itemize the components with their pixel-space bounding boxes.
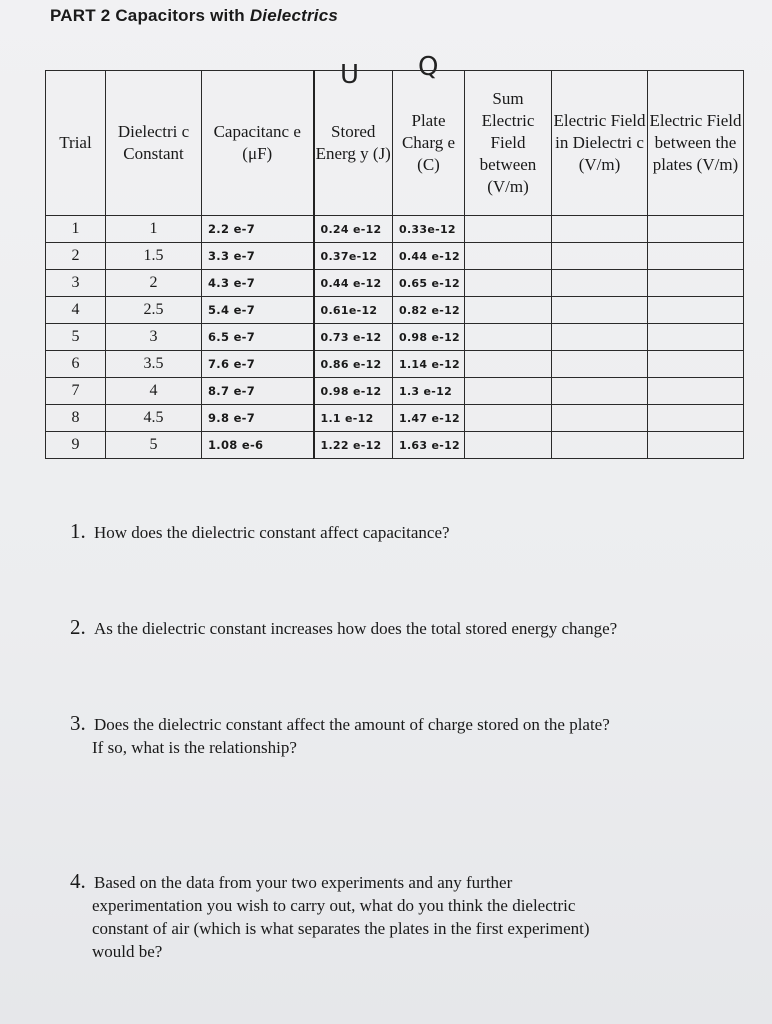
cell-dielectric-constant: 4.5 bbox=[106, 405, 202, 432]
cell-stored-energy: 1.22 e-12 bbox=[314, 432, 393, 459]
cell-dielectric-constant: 5 bbox=[106, 432, 202, 459]
cell-dielectric-constant: 1.5 bbox=[106, 243, 202, 270]
cell-capacitance: 1.08 e-6 bbox=[202, 432, 314, 459]
cell-electric-field-plates bbox=[648, 297, 744, 324]
cell-capacitance: 3.3 e-7 bbox=[202, 243, 314, 270]
cell-dielectric-constant: 2.5 bbox=[106, 297, 202, 324]
question-4 bbox=[70, 870, 590, 963]
question-text: How does the dielectric constant affect capacitance? bbox=[94, 523, 450, 542]
header-electric-field-plates: Electric Field between the plates (V/m) bbox=[648, 71, 744, 216]
table-row bbox=[46, 405, 744, 432]
header-capacitance: Capacitanc e (μF) bbox=[202, 71, 314, 216]
cell-capacitance: 8.7 e-7 bbox=[202, 378, 314, 405]
cell-capacitance: 5.4 e-7 bbox=[202, 297, 314, 324]
header-trial: Trial bbox=[46, 71, 106, 216]
cell-capacitance: 4.3 e-7 bbox=[202, 270, 314, 297]
cell-sum-electric-field bbox=[465, 216, 552, 243]
cell-electric-field-dielectric bbox=[552, 297, 648, 324]
cell-plate-charge: 1.63 e-12 bbox=[393, 432, 465, 459]
cell-sum-electric-field bbox=[465, 297, 552, 324]
cell-electric-field-plates bbox=[648, 351, 744, 378]
question-number: 3. bbox=[70, 711, 86, 735]
cell-stored-energy: 0.86 e-12 bbox=[314, 351, 393, 378]
cell-stored-energy: 1.1 e-12 bbox=[314, 405, 393, 432]
table-row bbox=[46, 297, 744, 324]
question-text-cont: constant of air (which is what separates the plates in the first experiment) bbox=[92, 919, 590, 938]
cell-trial: 7 bbox=[46, 378, 106, 405]
cell-dielectric-constant: 1 bbox=[106, 216, 202, 243]
question-number: 2. bbox=[70, 615, 86, 639]
cell-dielectric-constant: 2 bbox=[106, 270, 202, 297]
cell-trial: 1 bbox=[46, 216, 106, 243]
cell-plate-charge: 1.3 e-12 bbox=[393, 378, 465, 405]
question-3 bbox=[70, 712, 610, 759]
cell-electric-field-plates bbox=[648, 378, 744, 405]
cell-dielectric-constant: 4 bbox=[106, 378, 202, 405]
cell-electric-field-dielectric bbox=[552, 324, 648, 351]
table-row bbox=[46, 270, 744, 297]
cell-capacitance: 9.8 e-7 bbox=[202, 405, 314, 432]
page-title bbox=[50, 6, 338, 26]
header-stored-energy: Stored Energ y (J) bbox=[314, 71, 393, 216]
cell-electric-field-dielectric bbox=[552, 378, 648, 405]
cell-stored-energy: 0.44 e-12 bbox=[314, 270, 393, 297]
data-table bbox=[45, 70, 744, 459]
cell-sum-electric-field bbox=[465, 324, 552, 351]
cell-electric-field-dielectric bbox=[552, 351, 648, 378]
cell-electric-field-plates bbox=[648, 216, 744, 243]
header-plate-charge: Plate Charg e (C) bbox=[393, 71, 465, 216]
header-dielectric-constant: Dielectri c Constant bbox=[106, 71, 202, 216]
cell-trial: 8 bbox=[46, 405, 106, 432]
cell-electric-field-plates bbox=[648, 324, 744, 351]
cell-sum-electric-field bbox=[465, 243, 552, 270]
question-text: As the dielectric constant increases how does the total stored energy change? bbox=[94, 619, 618, 638]
cell-capacitance: 6.5 e-7 bbox=[202, 324, 314, 351]
cell-plate-charge: 0.33e-12 bbox=[393, 216, 465, 243]
header-sum-electric-field: Sum Electric Field between (V/m) bbox=[465, 71, 552, 216]
title-bold: PART 2 Capacitors with bbox=[50, 6, 250, 25]
cell-electric-field-plates bbox=[648, 270, 744, 297]
cell-plate-charge: 0.65 e-12 bbox=[393, 270, 465, 297]
cell-sum-electric-field bbox=[465, 351, 552, 378]
cell-sum-electric-field bbox=[465, 405, 552, 432]
cell-trial: 4 bbox=[46, 297, 106, 324]
cell-sum-electric-field bbox=[465, 270, 552, 297]
cell-sum-electric-field bbox=[465, 378, 552, 405]
cell-plate-charge: 0.82 e-12 bbox=[393, 297, 465, 324]
cell-electric-field-plates bbox=[648, 405, 744, 432]
question-2 bbox=[70, 616, 617, 640]
cell-trial: 6 bbox=[46, 351, 106, 378]
cell-dielectric-constant: 3.5 bbox=[106, 351, 202, 378]
cell-electric-field-dielectric bbox=[552, 432, 648, 459]
cell-trial: 5 bbox=[46, 324, 106, 351]
header-electric-field-dielectric: Electric Field in Dielectri c (V/m) bbox=[552, 71, 648, 216]
cell-stored-energy: 0.61e-12 bbox=[314, 297, 393, 324]
table-row bbox=[46, 378, 744, 405]
cell-plate-charge: 1.47 e-12 bbox=[393, 405, 465, 432]
cell-trial: 3 bbox=[46, 270, 106, 297]
cell-stored-energy: 0.98 e-12 bbox=[314, 378, 393, 405]
cell-sum-electric-field bbox=[465, 432, 552, 459]
cell-plate-charge: 0.98 e-12 bbox=[393, 324, 465, 351]
question-number: 4. bbox=[70, 869, 86, 893]
table-row bbox=[46, 243, 744, 270]
cell-stored-energy: 0.24 e-12 bbox=[314, 216, 393, 243]
handwritten-mark-q: Q bbox=[418, 52, 439, 82]
cell-electric-field-dielectric bbox=[552, 405, 648, 432]
cell-capacitance: 7.6 e-7 bbox=[202, 351, 314, 378]
table-header-row bbox=[46, 71, 744, 216]
question-number: 1. bbox=[70, 519, 86, 543]
table-row bbox=[46, 324, 744, 351]
cell-stored-energy: 0.73 e-12 bbox=[314, 324, 393, 351]
table-row bbox=[46, 216, 744, 243]
cell-electric-field-plates bbox=[648, 243, 744, 270]
question-text: Based on the data from your two experiments and any further bbox=[94, 873, 513, 892]
cell-trial: 9 bbox=[46, 432, 106, 459]
question-text-cont: If so, what is the relationship? bbox=[92, 738, 297, 757]
table-row bbox=[46, 351, 744, 378]
cell-electric-field-dielectric bbox=[552, 270, 648, 297]
question-text-cont: experimentation you wish to carry out, what do you think the dielectric bbox=[92, 896, 576, 915]
handwritten-mark-u: U bbox=[340, 60, 360, 90]
cell-trial: 2 bbox=[46, 243, 106, 270]
cell-dielectric-constant: 3 bbox=[106, 324, 202, 351]
cell-stored-energy: 0.37e-12 bbox=[314, 243, 393, 270]
title-italic: Dielectrics bbox=[249, 6, 339, 25]
question-text-cont: would be? bbox=[92, 942, 163, 961]
question-text: Does the dielectric constant affect the amount of charge stored on the plate? bbox=[94, 715, 610, 734]
table-row bbox=[46, 432, 744, 459]
cell-plate-charge: 1.14 e-12 bbox=[393, 351, 465, 378]
cell-electric-field-dielectric bbox=[552, 243, 648, 270]
cell-electric-field-plates bbox=[648, 432, 744, 459]
question-1 bbox=[70, 520, 450, 544]
cell-plate-charge: 0.44 e-12 bbox=[393, 243, 465, 270]
cell-capacitance: 2.2 e-7 bbox=[202, 216, 314, 243]
cell-electric-field-dielectric bbox=[552, 216, 648, 243]
